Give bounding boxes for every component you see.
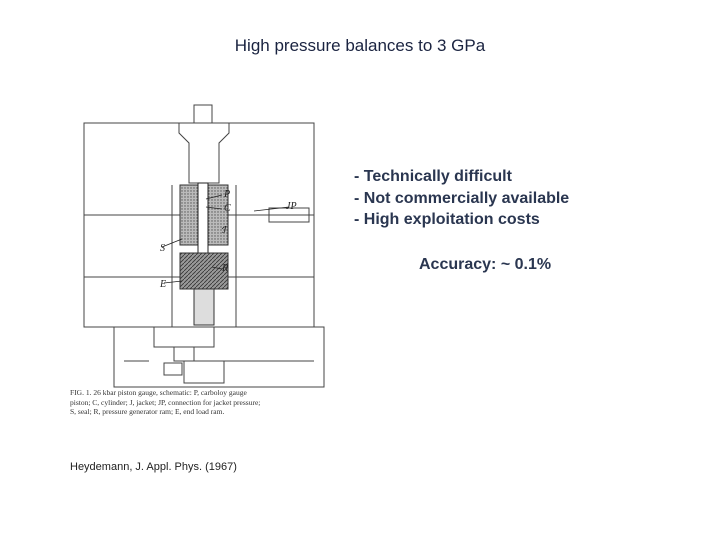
label-e: E [160,279,167,290]
schematic-drawing [64,103,334,393]
accuracy-text: Accuracy: ~ 0.1% [419,256,552,273]
bullet-item: - Not commercially available [354,189,570,207]
bullet-item: - High exploitation costs [354,211,540,228]
label-s: S [160,243,165,254]
bullet-list [354,166,569,231]
end-load-ram [194,289,214,325]
slide-title: High pressure balances to 3 GPa [234,36,486,55]
bullet-item: - Technically difficult [354,168,512,185]
gauge-piston [198,183,208,253]
piston-gauge-schematic [64,103,334,433]
caption-line: FIG. 1. 26 kbar piston gauge, schematic: P, carboloy gauge [70,388,247,397]
label-r: R [222,263,229,274]
label-c: C [224,203,231,214]
label-p: P [224,189,231,200]
figure-caption [70,388,330,417]
label-j: J [222,225,227,236]
label-jp: JP [286,201,297,212]
caption-line: S, seal; R, pressure generator ram; E, end load ram. [70,407,225,416]
citation: Heydemann, J. Appl. Phys. (1967) [70,461,237,473]
caption-line: piston; C, cylinder; J, jacket; JP, connection for jacket pressure; [70,397,261,407]
pressure-ram [180,253,228,289]
